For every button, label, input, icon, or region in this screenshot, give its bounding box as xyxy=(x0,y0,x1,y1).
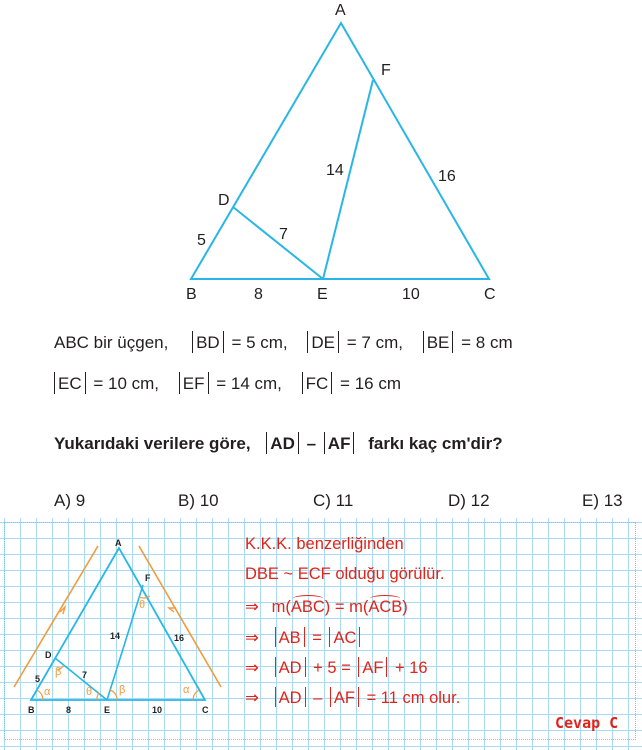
sol-ad-2: AD xyxy=(278,689,302,707)
sol-minus: – xyxy=(313,689,323,707)
label-f: F xyxy=(381,62,391,79)
angle-acb xyxy=(368,598,402,617)
solution-line-5 xyxy=(245,657,428,678)
angle-arc-f xyxy=(139,596,150,598)
sol-af: AF xyxy=(362,659,384,677)
sol-label-c: C xyxy=(202,705,209,715)
angle-arc-c xyxy=(193,690,199,700)
sol-length-bd: 5 xyxy=(35,674,41,684)
answer-label: Cevap C xyxy=(555,714,619,732)
sol-acb: ACB xyxy=(368,598,403,616)
given-be: BE xyxy=(426,333,450,352)
solution-line-3 xyxy=(245,597,408,617)
sol-length-fc: 16 xyxy=(174,633,185,643)
option-e[interactable]: E) 13 xyxy=(582,491,623,510)
length-ec: 10 xyxy=(402,286,420,303)
option-a[interactable]: A) 9 xyxy=(54,491,86,510)
given-fc: FC xyxy=(305,374,329,393)
angle-arc-e-right xyxy=(110,690,117,700)
angle-alpha-c: α xyxy=(183,684,190,696)
sol-label-f: F xyxy=(145,573,151,583)
sol-m-close: ) xyxy=(402,598,408,616)
given-de: DE xyxy=(311,333,336,352)
label-c: C xyxy=(484,286,496,303)
sol-label-e: E xyxy=(104,705,111,715)
implies-icon: ⇒ xyxy=(245,689,259,707)
solution-line-4 xyxy=(245,627,363,648)
angle-arc-e-left xyxy=(97,693,99,700)
sol-result: = 11 cm olur. xyxy=(366,689,461,707)
sol-abc: ABC xyxy=(290,598,325,616)
given-fc-val: = 16 cm xyxy=(340,374,401,393)
sol-label-b: B xyxy=(28,705,35,715)
sol-label-a: A xyxy=(115,538,122,548)
sol-label-d: D xyxy=(45,650,52,660)
length-de: 7 xyxy=(279,226,288,243)
question-suffix: farkı kaç cm'dir? xyxy=(368,434,503,453)
length-ef: 14 xyxy=(326,162,344,179)
solution-line-2: DBE ~ ECF olduğu görülür. xyxy=(245,565,445,583)
length-bd: 5 xyxy=(197,232,206,249)
sol-ac: AC xyxy=(333,629,357,647)
sol-m-mid: ) = m( xyxy=(324,598,369,616)
sol-length-ec: 10 xyxy=(152,705,163,715)
solution-line-1: K.K.K. benzerliğinden xyxy=(245,535,404,553)
sol-plus16: + 16 xyxy=(395,659,428,677)
question-af: AF xyxy=(327,434,351,453)
given-bd-val: = 5 cm, xyxy=(231,333,288,352)
given-ec: EC xyxy=(58,374,82,393)
angle-theta-f: θ xyxy=(139,599,146,611)
question-ad: AD xyxy=(270,434,295,453)
given-ef: EF xyxy=(182,374,205,393)
angle-theta-e: θ xyxy=(86,686,93,698)
label-b: B xyxy=(186,286,197,303)
question-prefix: Yukarıdaki verilere göre, xyxy=(54,434,251,453)
given-de-val: = 7 cm, xyxy=(346,333,403,352)
solution-line-6 xyxy=(245,687,460,708)
option-c[interactable]: C) 11 xyxy=(313,491,354,510)
label-a: A xyxy=(335,2,346,19)
implies-icon: ⇒ xyxy=(245,629,259,647)
angle-abc xyxy=(291,598,325,617)
sol-m-open: m( xyxy=(271,598,291,616)
angle-alpha-b: α xyxy=(44,686,51,698)
option-d[interactable]: D) 12 xyxy=(448,491,490,510)
sol-eq: = xyxy=(312,629,322,647)
given-ec-val: = 10 cm, xyxy=(93,374,160,393)
implies-icon: ⇒ xyxy=(245,659,259,677)
given-bd: BD xyxy=(196,333,220,352)
parallel-line-right xyxy=(139,546,221,687)
angle-arc-b xyxy=(37,690,43,700)
sol-length-de: 7 xyxy=(82,670,88,680)
question-minus: – xyxy=(306,434,317,453)
implies-icon: ⇒ xyxy=(245,598,259,616)
sol-ab: AB xyxy=(278,629,301,647)
length-fc: 16 xyxy=(438,168,456,185)
given-be-val: = 8 cm xyxy=(461,333,513,352)
sol-af-2: AF xyxy=(333,689,355,707)
label-e: E xyxy=(317,286,328,303)
sol-length-ef: 14 xyxy=(110,631,121,641)
angle-beta-e: β xyxy=(119,684,126,696)
given-prefix: ABC bir üçgen, xyxy=(54,333,169,352)
solution-segment-ef xyxy=(107,585,146,700)
sol-plus5: + 5 = xyxy=(313,659,351,677)
sol-length-be: 8 xyxy=(66,705,72,715)
parallel-mark-right xyxy=(169,608,176,612)
angle-beta-d: β xyxy=(55,666,62,678)
label-d: D xyxy=(218,192,230,209)
length-be: 8 xyxy=(254,286,263,303)
sol-ad: AD xyxy=(278,659,302,677)
option-b[interactable]: B) 10 xyxy=(178,491,219,510)
given-ef-val: = 14 cm, xyxy=(216,374,282,393)
